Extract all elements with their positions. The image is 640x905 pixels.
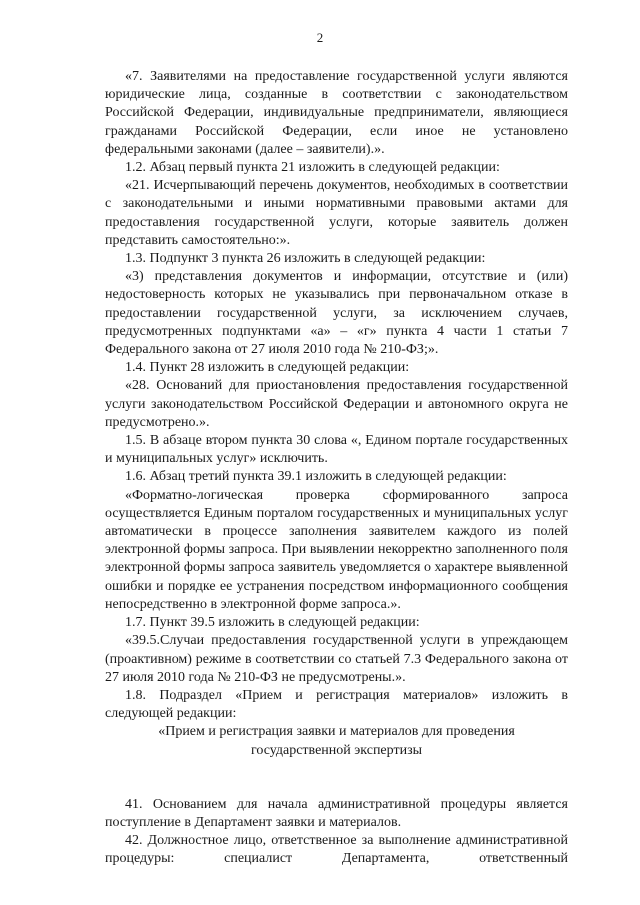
paragraph-41: 41. Основанием для начала административной процедуры является поступление в Департамент заявки и материалов.	[105, 796, 568, 830]
paragraph-1-4: 1.4. Пункт 28 изложить в следующей редакции:	[125, 360, 410, 376]
paragraph-claimants: «7. Заявителями на предоставление государственной услуги являются юридические лица, созданные в соответствии с законодательством Российской Федерации, индивидуальные предприниматели, являющиеся гражданами Российской Федерации, если иное не установлено федеральными законами (далее – заявители).».	[105, 69, 568, 157]
section-heading-line-1: «Прием и регистрация заявки и материалов для проведения	[158, 724, 515, 740]
document-body	[105, 68, 568, 869]
paragraph-28: «28. Оснований для приостановления предоставления государственной услуги законодательством Российской Федерации и автономного округа не предусмотрено.».	[105, 378, 568, 430]
page-number: 2	[316, 30, 324, 45]
paragraph-format-check: «Форматно-логическая проверка сформированного запроса осуществляется Единым порталом государственных и муниципальных услуг автоматически в процессе заполнения заявителем каждого из полей электронной формы запроса. При выявлении некорректно заполненного поля электронной формы запроса заявитель уведомляется о характере выявленной ошибки и порядке ее устранения посредством информационного сообщения непосредственно в электронной форме запроса.».	[105, 487, 568, 612]
paragraph-1-3: 1.3. Подпункт 3 пункта 26 изложить в следующей редакции:	[125, 251, 486, 267]
paragraph-1-7: 1.7. Пункт 39.5 изложить в следующей редакции:	[125, 615, 420, 631]
section-heading-line-2: государственной экспертизы	[250, 742, 423, 758]
paragraph-42: 42. Должностное лицо, ответственное за выполнение административной процедуры: специалист Департамента, ответственный	[105, 833, 568, 867]
paragraph-1-5: 1.5. В абзаце втором пункта 30 слова «, Едином портале государственных и муниципальных услуг» исключить.	[105, 433, 568, 467]
paragraph-21: «21. Исчерпывающий перечень документов, необходимых в соответствии с законодательными и иными нормативными правовыми актами для предоставления государственной услуги, которые заявитель должен представить самостоятельно:».	[105, 178, 568, 248]
paragraph-1-6: 1.6. Абзац третий пункта 39.1 изложить в следующей редакции:	[125, 469, 507, 485]
paragraph-39-5: «39.5.Случаи предоставления государственной услуги в упреждающем (проактивном) режиме в соответствии со статьей 7.3 Федерального закона от 27 июля 2010 года № 210-ФЗ не предусмотрены.».	[105, 633, 568, 685]
paragraph-subitem-3: «3) представления документов и информации, отсутствие и (или) недостоверность которых не указывались при первоначальном отказе в предоставлении государственной услуги, за исключением случаев, предусмотренных подпунктами «а» – «г» пункта 4 части 1 статьи 7 Федерального закона от 27 июля 2010 года № 210-ФЗ;».	[105, 269, 568, 358]
section-spacer	[105, 760, 568, 796]
paragraph-1-8: 1.8. Подраздел «Прием и регистрация материалов» изложить в следующей редакции:	[105, 687, 568, 722]
paragraph-1-2: 1.2. Абзац первый пункта 21 изложить в следующей редакции:	[125, 160, 500, 176]
